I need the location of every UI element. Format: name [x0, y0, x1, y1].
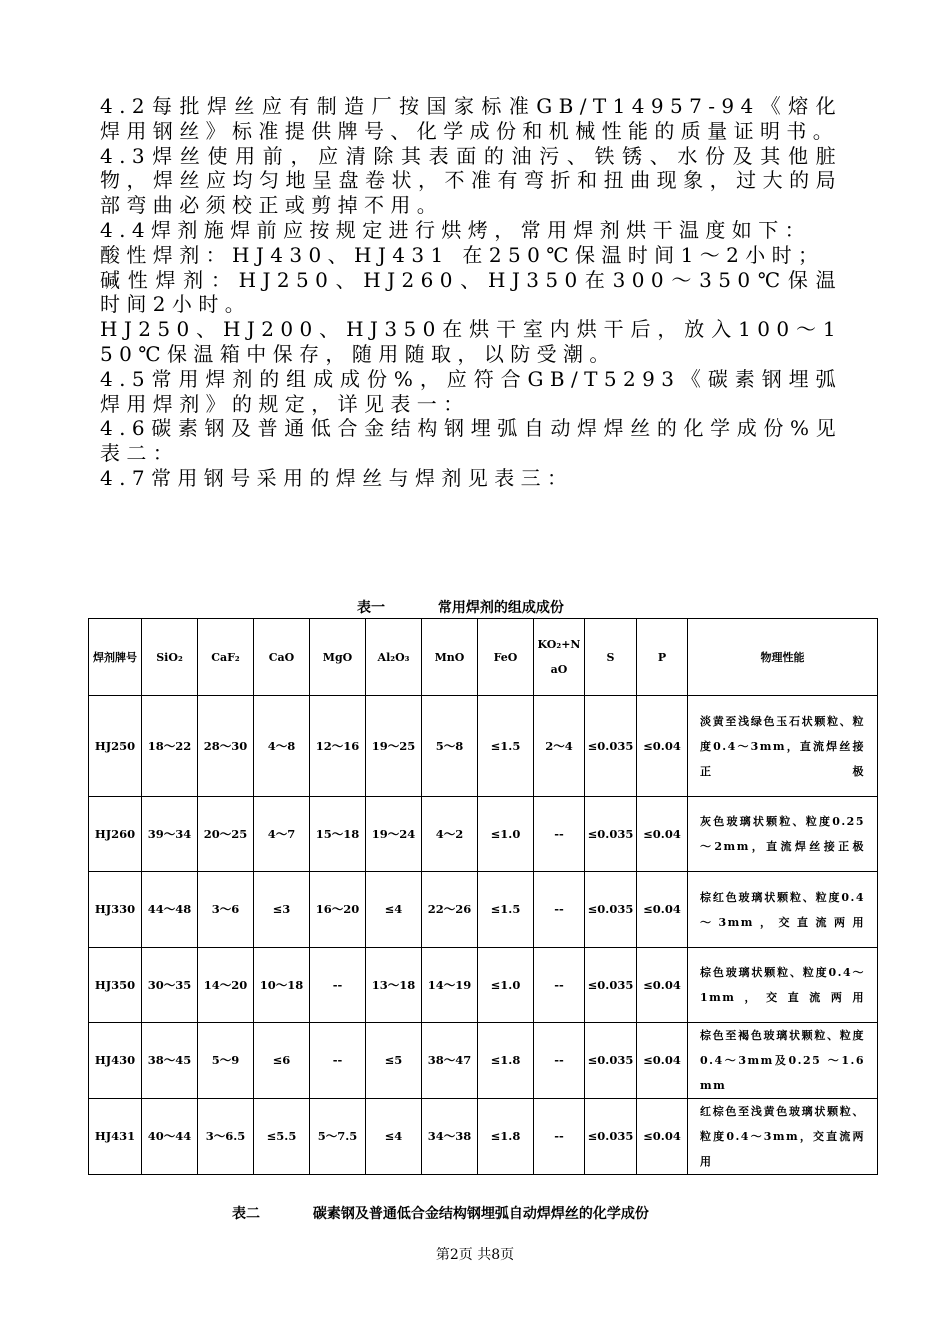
table-row [89, 1023, 878, 1099]
header-cao: CaO [254, 619, 310, 696]
table-row [89, 872, 878, 948]
cell-mgo: 5～7.5 [310, 1099, 366, 1175]
table1-title: 常用焊剂的组成成份 [437, 600, 564, 616]
cell-caf2: 5～9 [198, 1023, 254, 1099]
cell-s: ≤0.035 [585, 1099, 637, 1175]
cell-ko2-nao: -- [534, 1099, 585, 1175]
header-mno: MnO [422, 619, 478, 696]
cell-feo: ≤1.5 [478, 696, 534, 797]
cell-caf2: 3～6.5 [198, 1099, 254, 1175]
cell-ko2-nao: -- [534, 872, 585, 948]
table-row [89, 797, 878, 872]
page-footer: 第2页 共8页 [435, 1247, 515, 1263]
table-row [89, 948, 878, 1023]
cell-grade: HJ250 [89, 696, 142, 797]
cell-mno: 22～26 [422, 872, 478, 948]
cell-s: ≤0.035 [585, 696, 637, 797]
header-feo: FeO [478, 619, 534, 696]
cell-sio2: 18～22 [142, 696, 198, 797]
cell-feo: ≤1.8 [478, 1023, 534, 1099]
cell-s: ≤0.035 [585, 948, 637, 1023]
cell-sio2: 40～44 [142, 1099, 198, 1175]
cell-physical-properties: 棕色玻璃状颗粒、粒度0.4～1mm，交直流两用 [688, 948, 878, 1023]
cell-mgo: 16～20 [310, 872, 366, 948]
cell-al2o3: ≤4 [366, 872, 422, 948]
cell-al2o3: ≤4 [366, 1099, 422, 1175]
cell-al2o3: 19～25 [366, 696, 422, 797]
cell-feo: ≤1.8 [478, 1099, 534, 1175]
cell-al2o3: 13～18 [366, 948, 422, 1023]
cell-physical-properties: 淡黄至浅绿色玉石状颗粒、粒度0.4～3mm，直流焊丝接正极 [688, 696, 878, 797]
cell-cao: 4～7 [254, 797, 310, 872]
cell-mgo: -- [310, 948, 366, 1023]
table1-label: 表一 [357, 600, 385, 616]
paragraph-4-2: 4.2每批焊丝应有制造厂按国家标准GB/T14957-94《熔化焊用钢丝》标准提供牌号、化学成份和机械性能的质量证明书。 [100, 94, 842, 143]
cell-physical-properties: 棕红色玻璃状颗粒、粒度0.4～3mm，交直流两用 [688, 872, 878, 948]
table2-label: 表二 [232, 1206, 260, 1222]
paragraph-acid-flux: 酸性焊剂：HJ430、HJ431 在250℃保温时间1～2小时； [100, 242, 825, 267]
paragraph-4-3: 4.3焊丝使用前，应清除其表面的油污、铁锈、水份及其他脏物，焊丝应均匀地呈盘卷状，不准有弯折和扭曲现象，过大的局部弯曲必须校正或剪掉不用。 [100, 143, 842, 218]
header-flux-grade: 焊剂牌号 [89, 619, 142, 696]
body-text [100, 94, 842, 491]
cell-mgo: 12～16 [310, 696, 366, 797]
header-al2o3: Al₂O₃ [366, 619, 422, 696]
cell-p: ≤0.04 [637, 797, 688, 872]
cell-mno: 4～2 [422, 797, 478, 872]
cell-feo: ≤1.0 [478, 797, 534, 872]
cell-s: ≤0.035 [585, 872, 637, 948]
paragraph-alkaline-flux: 碱性焊剂：HJ250、HJ260、HJ350在300～350℃保温时间2小时。 [100, 267, 842, 317]
header-physical-properties: 物理性能 [688, 619, 878, 696]
cell-s: ≤0.035 [585, 797, 637, 872]
cell-cao: ≤5.5 [254, 1099, 310, 1175]
cell-grade: HJ430 [89, 1023, 142, 1099]
header-p: P [637, 619, 688, 696]
cell-cao: ≤6 [254, 1023, 310, 1099]
cell-sio2: 38～45 [142, 1023, 198, 1099]
table-row [89, 696, 878, 797]
cell-feo: ≤1.0 [478, 948, 534, 1023]
cell-caf2: 28～30 [198, 696, 254, 797]
header-ko2-nao: KO₂+NaO [534, 619, 585, 696]
cell-mgo: -- [310, 1023, 366, 1099]
paragraph-4-4: 4.4焊剂施焊前应按规定进行烘烤，常用焊剂烘干温度如下： [100, 217, 812, 242]
cell-physical-properties: 棕色至褐色玻璃状颗粒、粒度0.4～3mm及0.25 ～1.6mm [688, 1023, 878, 1099]
cell-sio2: 44～48 [142, 872, 198, 948]
table-row [89, 1099, 878, 1175]
cell-p: ≤0.04 [637, 1023, 688, 1099]
cell-s: ≤0.035 [585, 1023, 637, 1099]
cell-grade: HJ431 [89, 1099, 142, 1175]
cell-p: ≤0.04 [637, 696, 688, 797]
paragraph-4-5: 4.5常用焊剂的组成成份%，应符合GB/T5293《碳素钢埋弧焊用焊剂》的规定，详见表一： [100, 366, 842, 416]
cell-cao: 10～18 [254, 948, 310, 1023]
cell-cao: 4～8 [254, 696, 310, 797]
paragraph-4-7: 4.7常用钢号采用的焊丝与焊剂见表三： [100, 465, 574, 490]
header-caf2: CaF₂ [198, 619, 254, 696]
cell-caf2: 14～20 [198, 948, 254, 1023]
cell-sio2: 30～35 [142, 948, 198, 1023]
cell-mgo: 15～18 [310, 797, 366, 872]
cell-mno: 5～8 [422, 696, 478, 797]
cell-caf2: 20～25 [198, 797, 254, 872]
flux-composition-table [88, 618, 878, 1175]
header-s: S [585, 619, 637, 696]
cell-physical-properties: 红棕色至浅黄色玻璃状颗粒、粒度0.4～3mm，交直流两用 [688, 1099, 878, 1175]
header-sio2: SiO₂ [142, 619, 198, 696]
cell-physical-properties: 灰色玻璃状颗粒、粒度0.25 ～2mm，直流焊丝接正极 [688, 797, 878, 872]
cell-ko2-nao: -- [534, 948, 585, 1023]
paragraph-4-6: 4.6碳素钢及普通低合金结构钢埋弧自动焊焊丝的化学成份%见表二： [100, 416, 842, 466]
cell-p: ≤0.04 [637, 1099, 688, 1175]
cell-mno: 38～47 [422, 1023, 478, 1099]
cell-mno: 14～19 [422, 948, 478, 1023]
table1-caption [357, 597, 564, 617]
cell-p: ≤0.04 [637, 872, 688, 948]
cell-mno: 34～38 [422, 1099, 478, 1175]
cell-ko2-nao: 2～4 [534, 696, 585, 797]
cell-caf2: 3～6 [198, 872, 254, 948]
cell-al2o3: 19～24 [366, 797, 422, 872]
table2-title: 碳素钢及普通低合金结构钢埋弧自动焊焊丝的化学成份 [312, 1206, 649, 1222]
header-mgo: MgO [310, 619, 366, 696]
cell-feo: ≤1.5 [478, 872, 534, 948]
cell-ko2-nao: -- [534, 1023, 585, 1099]
cell-sio2: 39～34 [142, 797, 198, 872]
paragraph-storage: HJ250、HJ200、HJ350在烘干室内烘干后，放入100～150℃保温箱中保存，随用随取，以防受潮。 [100, 317, 842, 366]
table2-caption [232, 1203, 649, 1223]
cell-p: ≤0.04 [637, 948, 688, 1023]
cell-grade: HJ350 [89, 948, 142, 1023]
cell-al2o3: ≤5 [366, 1023, 422, 1099]
cell-cao: ≤3 [254, 872, 310, 948]
table-header-row [89, 619, 878, 696]
cell-ko2-nao: -- [534, 797, 585, 872]
cell-grade: HJ330 [89, 872, 142, 948]
cell-grade: HJ260 [89, 797, 142, 872]
